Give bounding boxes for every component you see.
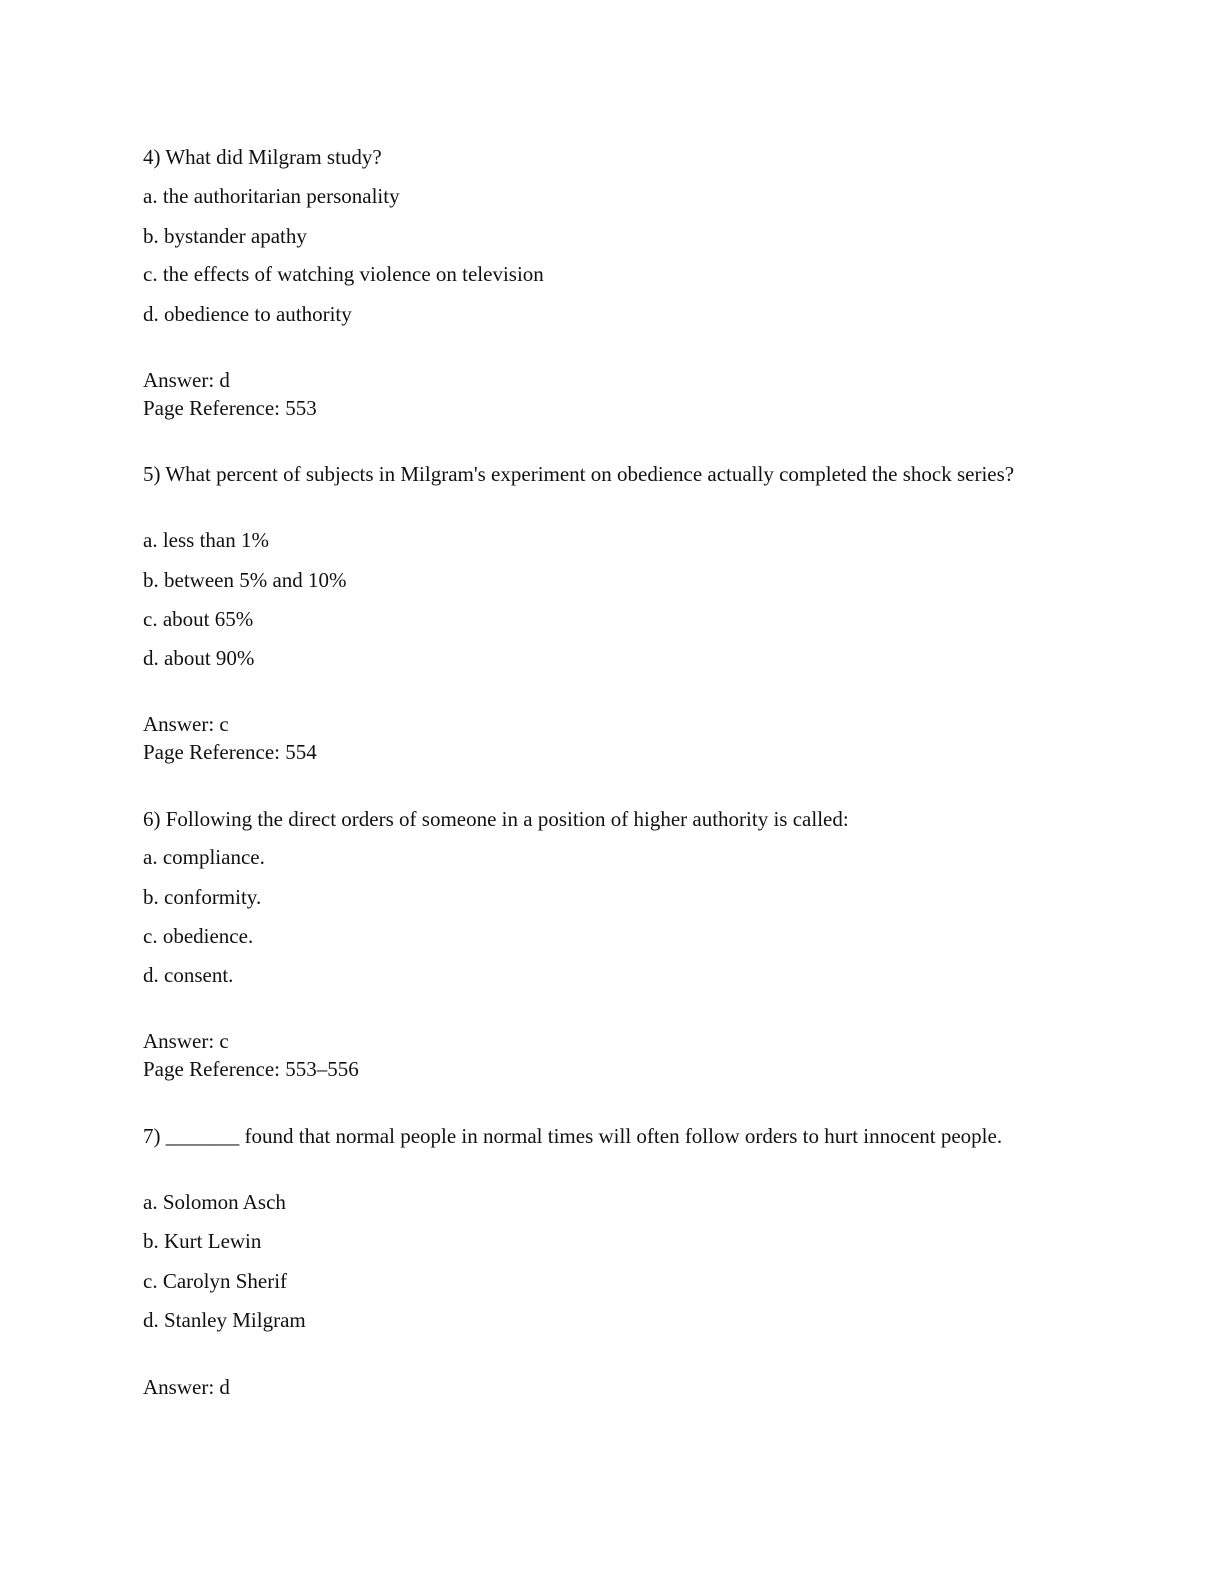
question-5-page-reference: Page Reference: 554 xyxy=(143,740,317,764)
question-6-option-a: a. compliance. xyxy=(143,845,265,869)
question-4-page-reference: Page Reference: 553 xyxy=(143,396,317,420)
question-6-page-reference: Page Reference: 553–556 xyxy=(143,1057,359,1081)
question-6-answer: Answer: c xyxy=(143,1029,229,1053)
question-5-option-b: b. between 5% and 10% xyxy=(143,568,347,592)
question-7-option-c: c. Carolyn Sherif xyxy=(143,1269,288,1293)
question-7-option-d: d. Stanley Milgram xyxy=(143,1308,306,1332)
question-5-option-c: c. about 65% xyxy=(143,607,254,631)
question-4-option-d: d. obedience to authority xyxy=(143,302,352,326)
question-4-answer: Answer: d xyxy=(143,368,230,392)
question-6-option-d: d. consent. xyxy=(143,963,234,987)
question-5-option-d: d. about 90% xyxy=(143,646,255,670)
question-4-option-a: a. the authoritarian personality xyxy=(143,184,400,208)
question-7-stem: 7) _______ found that normal people in normal times will often follow orders to hurt innocent people. xyxy=(143,1124,1003,1148)
question-7-answer: Answer: d xyxy=(143,1375,230,1399)
question-6-option-c: c. obedience. xyxy=(143,924,254,948)
question-5-option-a: a. less than 1% xyxy=(143,528,269,552)
question-6-stem: 6) Following the direct orders of someone in a position of higher authority is called: xyxy=(143,807,849,831)
question-6-option-b: b. conformity. xyxy=(143,885,262,909)
question-5-answer: Answer: c xyxy=(143,712,229,736)
question-7-option-a: a. Solomon Asch xyxy=(143,1190,286,1214)
question-4-option-b: b. bystander apathy xyxy=(143,224,307,248)
question-7-option-b: b. Kurt Lewin xyxy=(143,1229,262,1253)
question-4-stem: 4) What did Milgram study? xyxy=(143,145,382,169)
question-5-stem: 5) What percent of subjects in Milgram's experiment on obedience actually completed the shock series? xyxy=(143,462,1015,486)
question-4-option-c: c. the effects of watching violence on television xyxy=(143,262,544,286)
